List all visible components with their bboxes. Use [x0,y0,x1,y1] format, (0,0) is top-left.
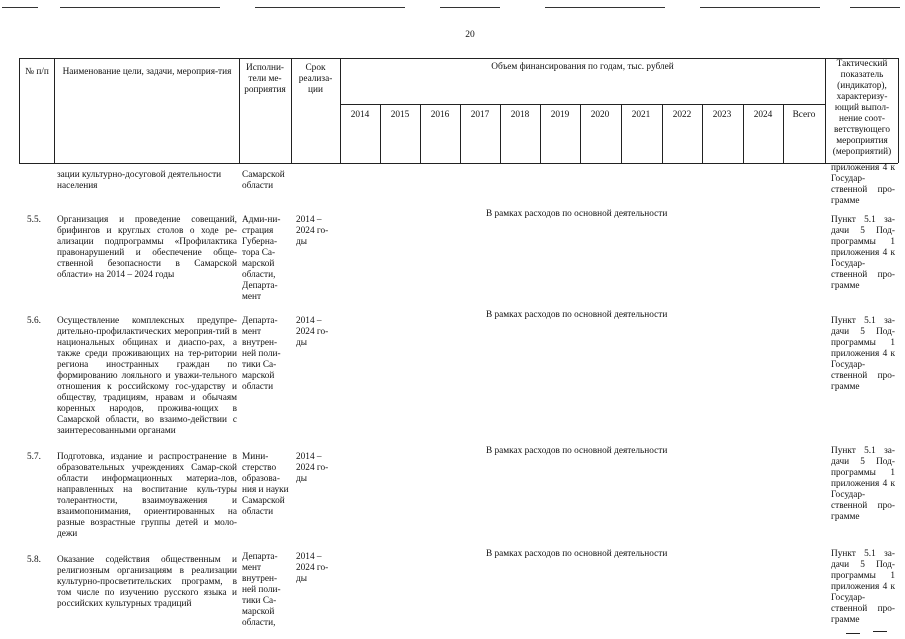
year-2017: 2017 [470,110,490,120]
scan-edge-mark [60,7,220,8]
year-2019: 2019 [550,110,570,120]
scan-edge-mark [846,633,860,634]
row-indicator: Пункт 5.1 за-дачи 5 Под-программы 1 приложения 4 к Государ-ственной про-грамме [831,215,895,291]
row-number: 5.6. [27,316,41,326]
row-executor: Мини-стерство образова-ния и науки Самарской области [242,452,289,517]
row-indicator: Пункт 5.1 за-дачи 5 Под-программы 1 приложения 4 к Государ-ственной про-грамме [831,549,895,625]
year-total: Всего [792,110,816,120]
row-executor: Департа-мент внутрен-ней поли-тики Са-марской области, [242,552,281,628]
row-term: 2014 – 2024 го-ды [296,452,329,484]
header-executors: Исполни-тели ме-роприятия [244,63,286,95]
year-2020: 2020 [590,110,610,120]
row-indicator: Пункт 5.1 за-дачи 5 Под-программы 1 приложения 4 к Государ-ственной про-грамме [831,446,895,522]
year-2024: 2024 [753,110,773,120]
row-financing-note: В рамках расходов по основной деятельности [486,549,668,559]
year-2016: 2016 [430,110,450,120]
header-num: № п/п [25,67,49,77]
carry-name: зации культурно-досуговой деятельности населения [57,170,222,191]
scan-edge-mark [2,7,38,8]
row-name: Оказание содействия общественным и религиозным организациям в реализации культурно-просветительских программ, в том числе по изучению русского языка и российских культурных традиций [57,555,237,609]
header-financing: Объем финансирования по годам, тыс. рублей [491,62,674,72]
row-name: Осуществление комплексных предупре-дительно-профилактических мероприя-тий в национальных общинах и диаспо-рах, а также среди проживающих на тер-ритории региона иностранных граждан по формированию лояльного и уважи-тельного отношения к российскому гос-ударству и обществу, традициям, нравам и обычаям коренных народов, прожива-ющих в Самарской области, во взаимо-действии с заинтересованными органами [57,316,237,436]
row-financing-note: В рамках расходов по основной деятельности [486,310,668,320]
row-term: 2014 – 2024 го-ды [296,316,329,348]
year-2015: 2015 [390,110,410,120]
year-2021: 2021 [631,110,651,120]
year-2023: 2023 [712,110,732,120]
carry-indicator: приложения 4 к Государ-ственной про-грамме [831,163,895,206]
row-executor: Департа-мент внутрен-ней поли-тики Са-марской области [242,316,281,392]
scan-edge-mark [545,7,665,8]
year-2018: 2018 [510,110,530,120]
page-number: 20 [465,30,475,40]
year-2022: 2022 [672,110,692,120]
header-name: Наименование цели, задачи, мероприя-тия [62,67,232,77]
scan-edge-mark [873,631,887,632]
carry-executor: Самарской области [242,170,285,191]
row-name: Организация и проведение совещаний, брифингов и круглых столов о ходе ре-ализации подпрограммы «Профилактика правонарушений и обеспечение обще-ственной безопасности в Самарской области» на 2014 – 2024 годы [57,215,237,280]
scan-edge-mark [440,7,500,8]
row-financing-note: В рамках расходов по основной деятельности [486,209,668,219]
header-indicator: Тактический показатель (индикатор), характеризу-ющий выпол-нение соот-ветствующего мероприятия (мероприятий) [832,59,892,157]
year-2014: 2014 [350,110,370,120]
header-term: Срок реализа-ции [298,63,333,95]
scan-edge-mark [700,7,820,8]
scan-edge-mark [850,7,900,8]
row-number: 5.7. [27,452,41,462]
row-executor: Адми-ни-страция Губерна-тора Са-марской области, Департа-мент [242,215,281,302]
scan-edge-mark [255,7,405,8]
row-number: 5.8. [27,555,41,565]
row-indicator: Пункт 5.1 за-дачи 5 Под-программы 1 приложения 4 к Государ-ственной про-грамме [831,316,895,392]
row-financing-note: В рамках расходов по основной деятельности [486,446,668,456]
row-term: 2014 – 2024 го-ды [296,215,329,247]
row-term: 2014 – 2024 го-ды [296,552,329,584]
row-number: 5.5. [27,215,41,225]
row-name: Подготовка, издание и распространение в образовательных учреждениях Самар-ской области информационных материа-лов, направленных на воспитание куль-туры толерантности, взаимоуважения и взаимопонимания, ориентированных на разные возрастные группы детей и моло-дежи [57,452,237,539]
